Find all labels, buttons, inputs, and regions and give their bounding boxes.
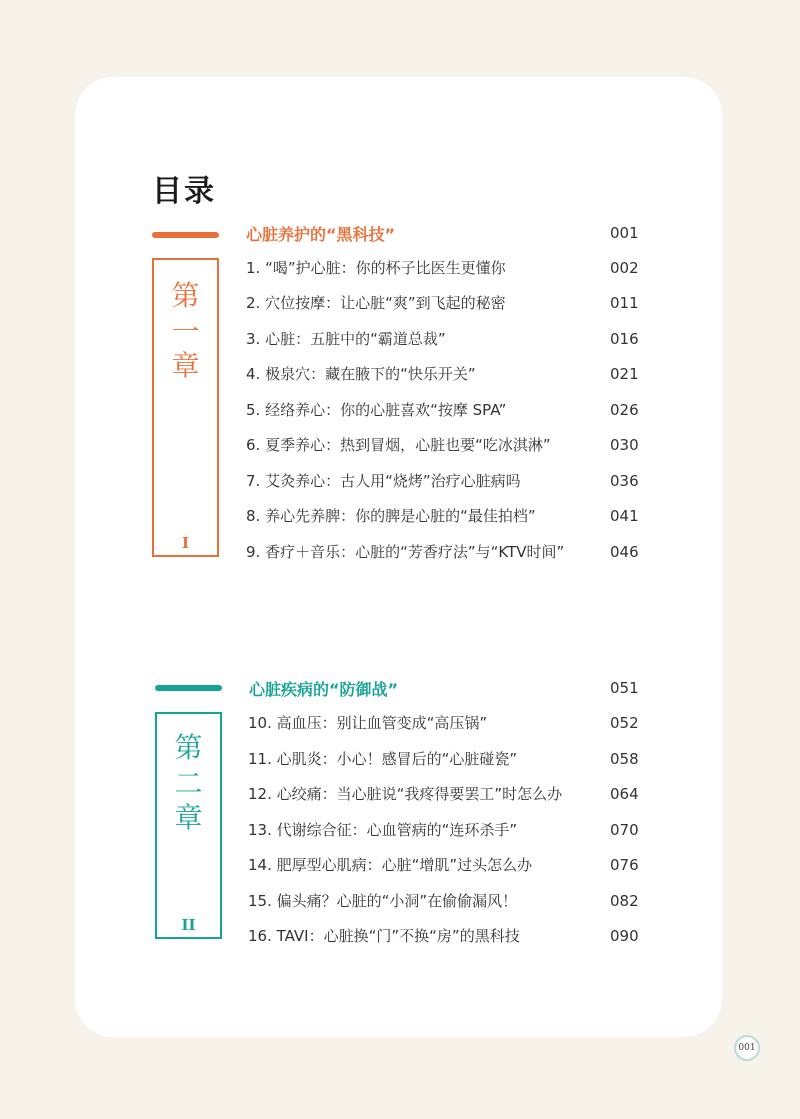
toc-entry-page: 064 [610, 785, 639, 803]
toc-entry[interactable]: 1. “喝”护心脏：你的杯子比医生更懂你 [246, 259, 506, 277]
chapter2-roman: II [181, 916, 196, 934]
toc-entry-page: 076 [610, 856, 639, 874]
chapter1-char-2: 一 [171, 315, 200, 348]
toc-entry-page: 041 [610, 507, 639, 525]
toc-entry-page: 002 [610, 259, 639, 277]
toc-entry[interactable]: 6. 夏季养心：热到冒烟，心脏也要“吃冰淇淋” [246, 436, 551, 454]
chapter2-bar [155, 685, 222, 691]
page-title: 目录 [152, 174, 216, 209]
chapter1-bar [152, 232, 219, 238]
chapter1-heading-page: 001 [610, 224, 639, 242]
chapter1-box [152, 258, 219, 557]
toc-entry[interactable]: 3. 心脏：五脏中的“霸道总裁” [246, 330, 446, 348]
toc-entry-page: 052 [610, 714, 639, 732]
toc-entry-page: 030 [610, 436, 639, 454]
toc-entry-page: 026 [610, 401, 639, 419]
chapter1-char-1: 第 [171, 279, 200, 312]
toc-entry[interactable]: 4. 极泉穴：藏在腋下的“快乐开关” [246, 365, 476, 383]
chapter1-roman: I [181, 534, 190, 552]
toc-entry[interactable]: 12. 心绞痛：当心脏说“我疼得要罢工”时怎么办 [248, 785, 563, 803]
toc-entry-page: 058 [610, 750, 639, 768]
toc-entry-page: 021 [610, 365, 639, 383]
toc-entry[interactable]: 8. 养心先养脾：你的脾是心脏的“最佳拍档” [246, 507, 536, 525]
chapter2-char-2: 二 [174, 767, 203, 800]
toc-entry[interactable]: 5. 经络养心：你的心脏喜欢“按摩 SPA” [246, 401, 507, 419]
toc-entry[interactable]: 9. 香疗＋音乐：心脏的“芳香疗法”与“KTV时间” [246, 543, 565, 561]
toc-entry[interactable]: 10. 高血压：别让血管变成“高压锅” [248, 714, 488, 732]
chapter2-box [155, 712, 222, 939]
chapter1-heading[interactable]: 心脏养护的“黑科技” [246, 225, 396, 244]
toc-entry[interactable]: 15. 偏头痛？心脏的“小洞”在偷偷漏风！ [248, 892, 518, 910]
toc-entry-page: 046 [610, 543, 639, 561]
chapter2-char-1: 第 [174, 731, 203, 764]
chapter1-char-3: 章 [171, 349, 200, 382]
toc-entry-page: 016 [610, 330, 639, 348]
toc-entry[interactable]: 11. 心肌炎：小心！感冒后的“心脏碰瓷” [248, 750, 518, 768]
toc-entry[interactable]: 7. 艾灸养心：古人用“烧烤”治疗心脏病吗 [246, 472, 521, 490]
toc-entry[interactable]: 16. TAVI：心脏换“门”不换“房”的黑科技 [248, 927, 520, 945]
chapter2-heading-page: 051 [610, 679, 639, 697]
toc-entry-page: 070 [610, 821, 639, 839]
toc-entry-page: 036 [610, 472, 639, 490]
page-number-badge: 001 [734, 1035, 760, 1061]
toc-entry-page: 011 [610, 294, 639, 312]
toc-entry[interactable]: 13. 代谢综合征：心血管病的“连环杀手” [248, 821, 518, 839]
toc-entry-page: 082 [610, 892, 639, 910]
toc-entry[interactable]: 14. 肥厚型心肌病：心脏“增肌”过头怎么办 [248, 856, 533, 874]
toc-entry-page: 090 [610, 927, 639, 945]
chapter2-heading[interactable]: 心脏疾病的“防御战” [249, 680, 399, 699]
toc-entry[interactable]: 2. 穴位按摩：让心脏“爽”到飞起的秘密 [246, 294, 506, 312]
chapter2-char-3: 章 [174, 801, 203, 834]
